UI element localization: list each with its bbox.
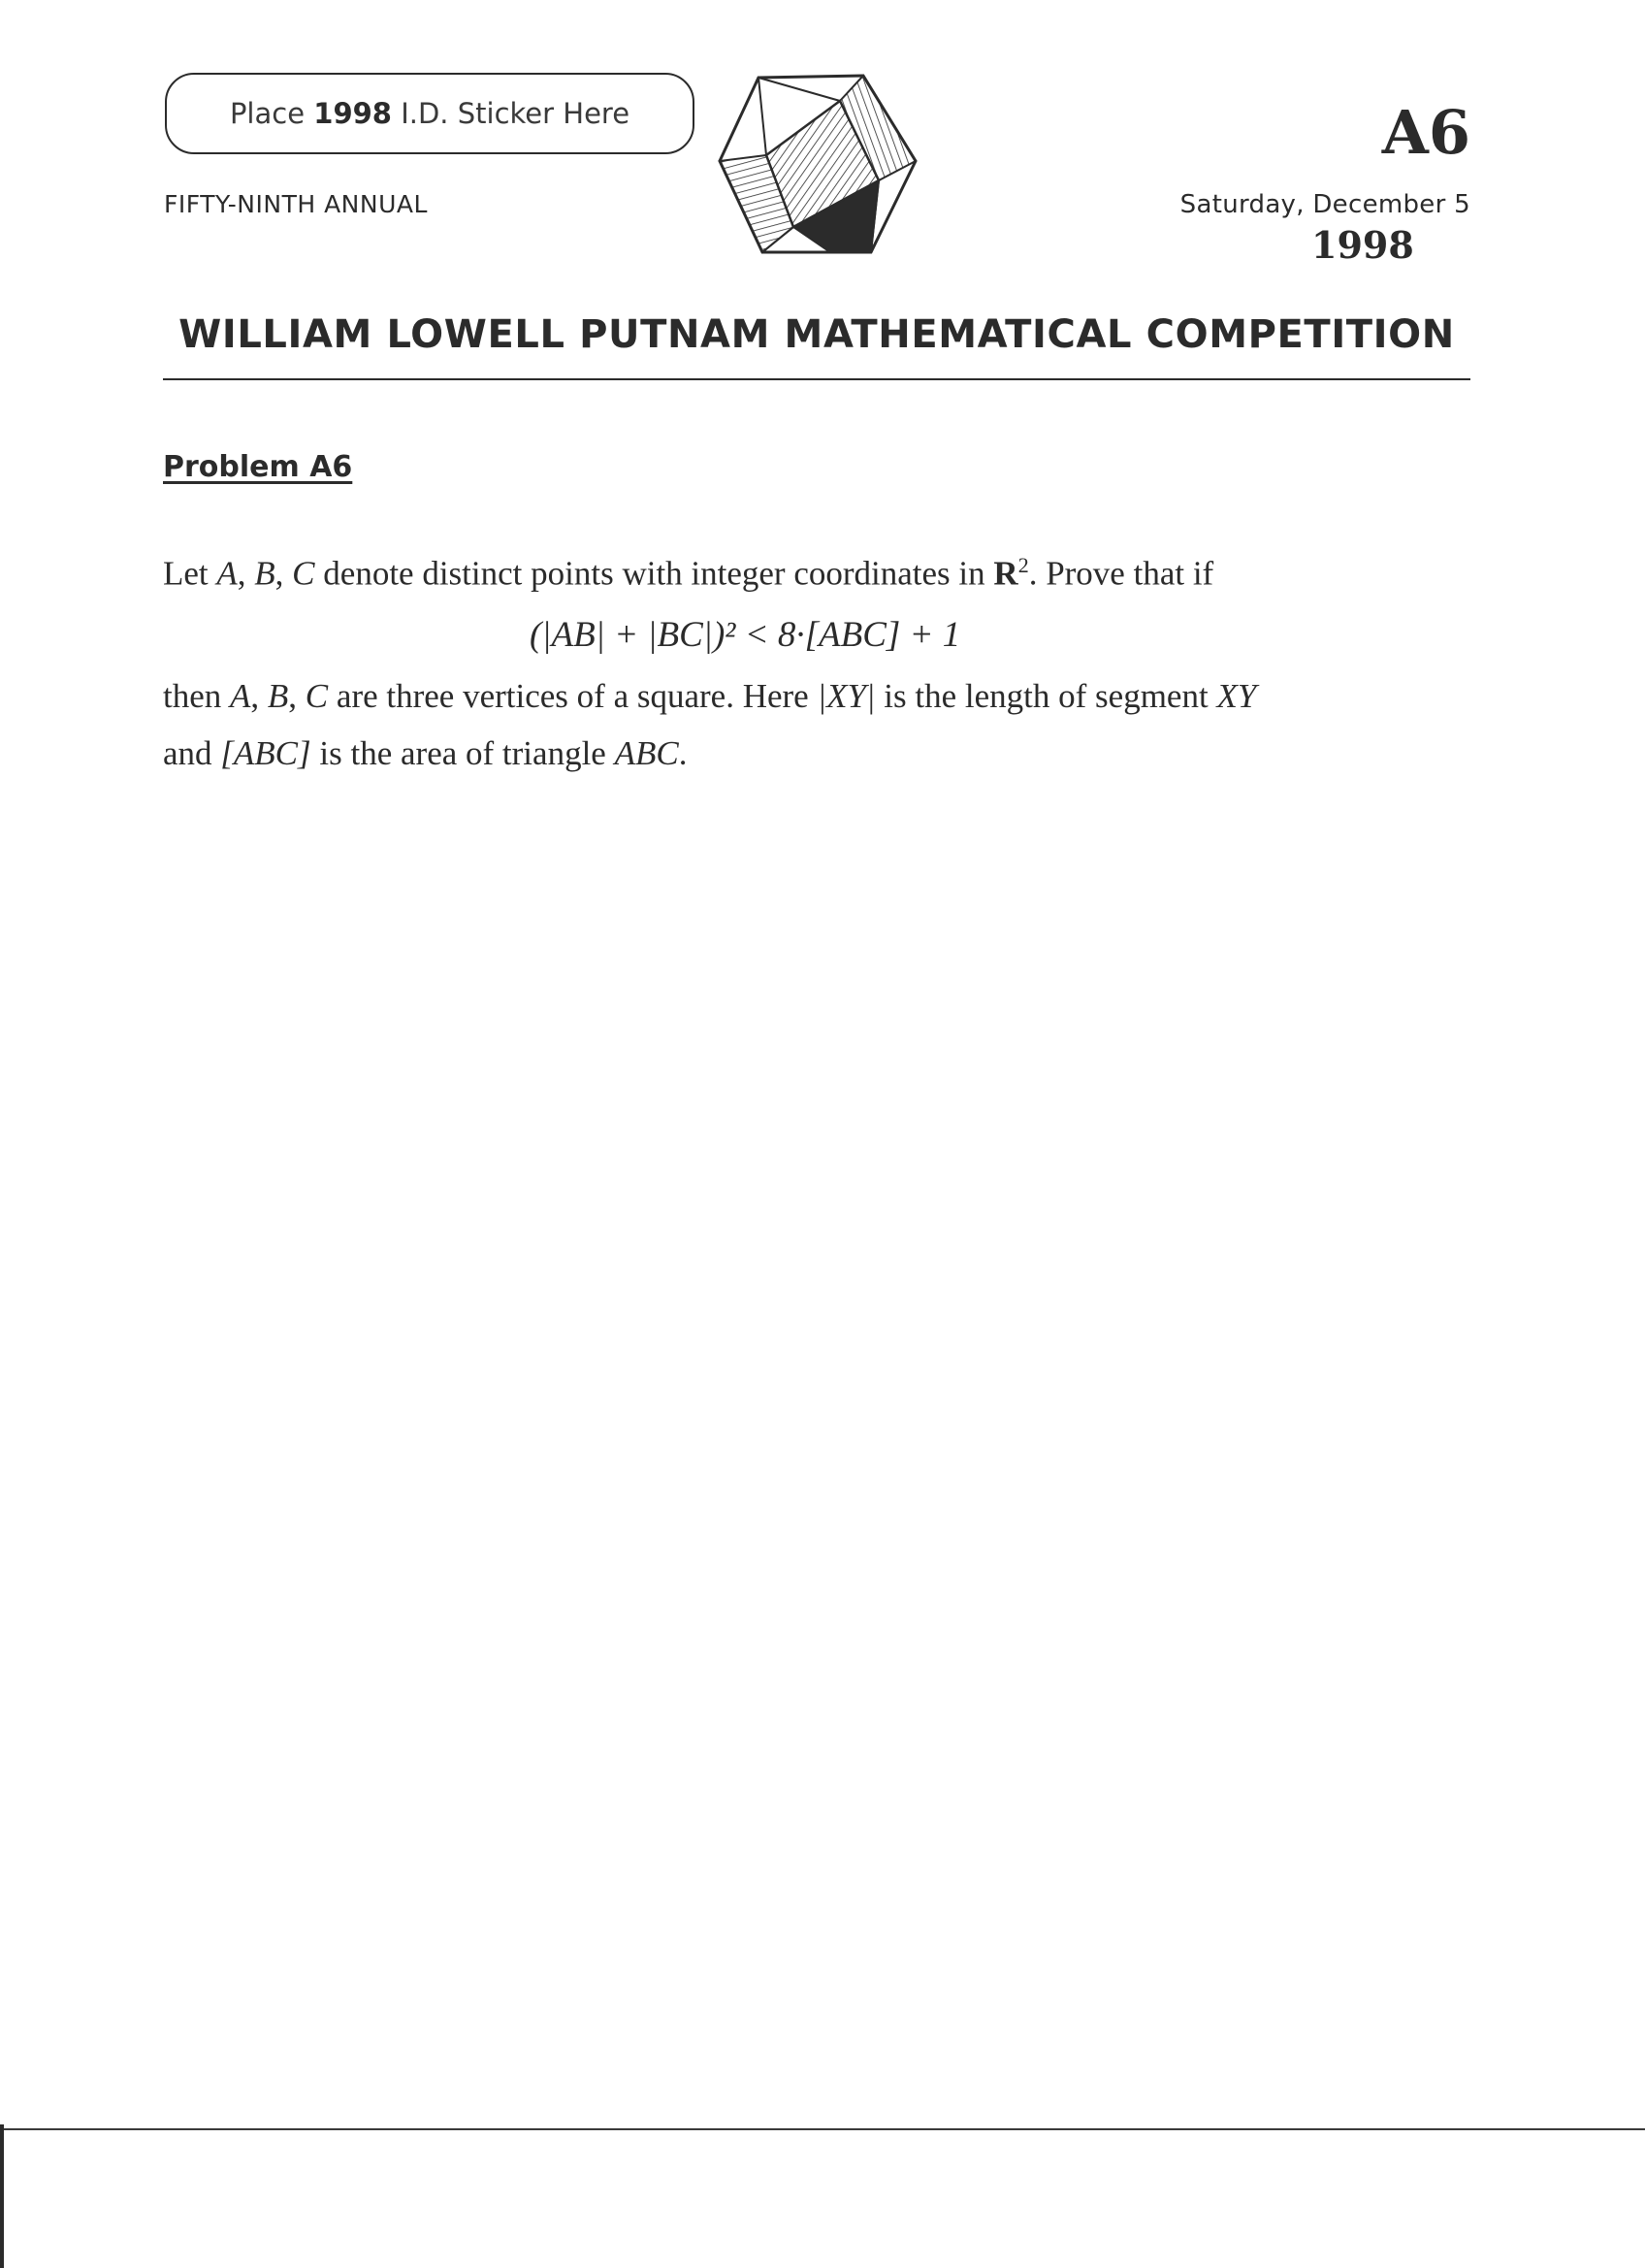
text: . [678,734,688,772]
text: then [163,677,231,715]
exponent: 2 [1017,553,1029,577]
page-edge [0,2124,4,2268]
var-b: B [254,554,275,593]
exam-date: Saturday, December 5 [1179,190,1470,219]
var-c: C [305,677,329,715]
text: Let [163,554,217,593]
text: , [250,677,268,715]
problem-line-2 [163,677,1256,716]
title-rule [163,378,1470,380]
text: , [288,677,306,715]
sticker-prefix: Place [229,97,314,130]
var-c: C [292,554,315,593]
text: , [274,554,293,593]
text: denote distinct points with integer coordinates in [314,554,994,593]
length-xy: |XY| [817,677,876,715]
problem-heading: Problem A6 [163,450,353,484]
hatched-polyhedron-logo-icon [716,72,921,256]
text: , [237,554,255,593]
problem-code: A6 [1381,97,1470,168]
annual-label: FIFTY-NINTH ANNUAL [164,190,428,218]
sticker-year: 1998 [313,97,392,130]
page-fold-line [0,2128,1645,2130]
segment-xy: XY [1216,677,1257,715]
text: and [163,734,221,772]
problem-formula: (|AB| + |BC|)² < 8·[ABC] + 1 [530,615,961,655]
var-a: A [230,677,251,715]
problem-line-3 [163,734,687,773]
reals-symbol: R [993,554,1018,593]
triangle-abc: ABC [614,734,679,772]
exam-year: 1998 [1311,223,1414,267]
area-abc: [ABC] [220,734,311,772]
text: is the area of triangle [310,734,615,772]
problem-line-1 [163,553,1213,594]
text: is the length of segment [875,677,1217,715]
id-sticker-box [165,73,694,154]
competition-title: WILLIAM LOWELL PUTNAM MATHEMATICAL COMPETITION [178,312,1455,357]
var-b: B [267,677,289,715]
var-a: A [216,554,238,593]
sticker-suffix: I.D. Sticker Here [391,97,630,130]
text: . Prove that if [1028,554,1214,593]
text: are three vertices of a square. Here [328,677,818,715]
